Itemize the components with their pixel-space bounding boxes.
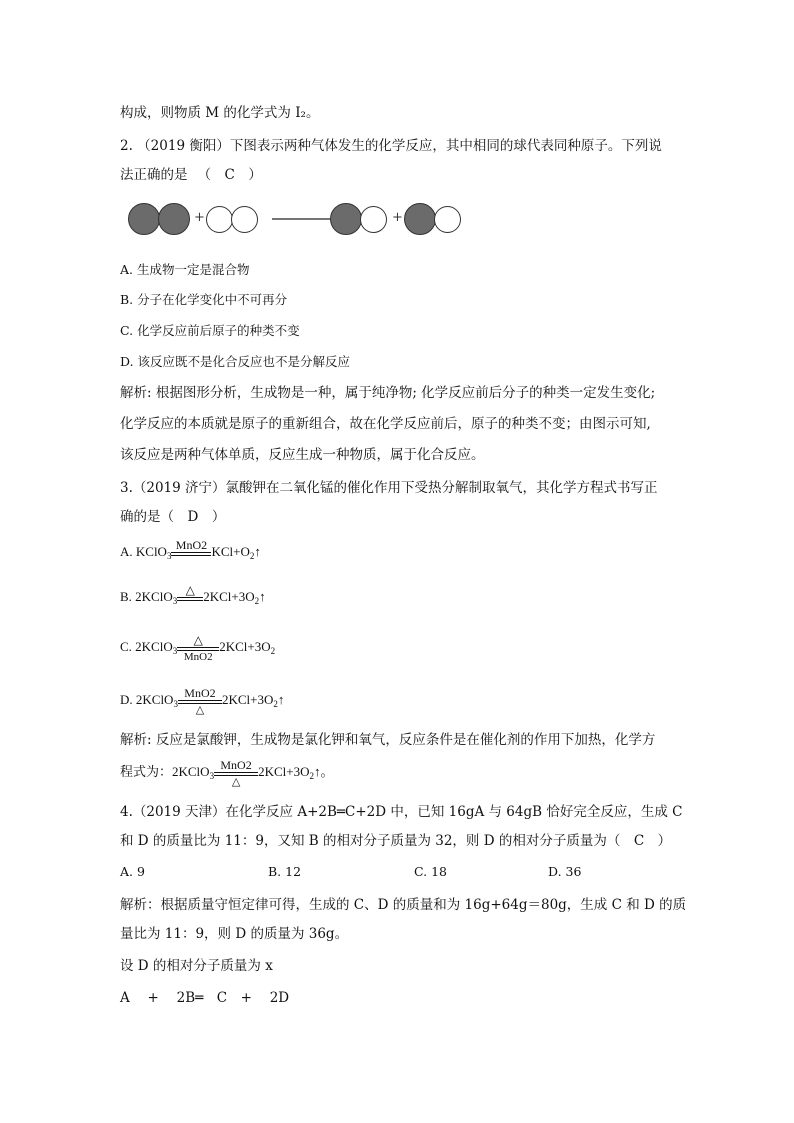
q4-option-d: D. 36 <box>548 864 582 879</box>
q2-analysis-line3: 该反应是两种气体单质，反应生成一种物质，属于化合反应。 <box>120 447 485 463</box>
q3-option-b-condition <box>177 584 203 601</box>
q3-option-a-label: A. KClO <box>120 544 167 559</box>
q3-stem-line2: 确的是（ D ） <box>120 509 226 525</box>
q3-analysis-bottom: △ <box>231 775 241 788</box>
q4-stem-line1: 4.（2019 天津）在化学反应 A+2B═C+2D 中，已知 16gA 与 64gB 恰好完全反应，生成 C <box>120 804 683 820</box>
q3-option-d <box>120 680 284 724</box>
light-atom-2 <box>231 206 258 233</box>
q3-option-c-rhs-sub: 2 <box>270 646 276 656</box>
q3-option-d-bottom: △ <box>195 703 205 716</box>
product-dark-atom-1 <box>330 203 362 235</box>
q3-option-d-label: D. 2KClO <box>120 692 174 707</box>
q2-stem-line2 <box>120 166 272 184</box>
q3-option-a-rhs: KCl+O <box>211 544 250 559</box>
q4-option-b: B. 12 <box>268 864 302 879</box>
q3-option-a-top: MnO2 <box>175 537 208 552</box>
q3-option-c-condition <box>177 634 219 663</box>
q4-option-a: A. 9 <box>120 864 145 879</box>
q3-analysis-top: MnO2 <box>220 757 252 772</box>
q3-option-c <box>120 627 275 671</box>
q3-option-c-bottom: MnO2 <box>183 650 213 663</box>
q3-analysis-rhs-sub: 2 <box>309 771 314 781</box>
product-light-atom-1 <box>360 206 387 233</box>
q2-option-c: C. 化学反应前后原子的种类不变 <box>120 323 300 338</box>
q3-analysis-suffix: ↑。 <box>313 764 334 779</box>
light-atom-1 <box>206 206 233 233</box>
q3-option-a-arrow: ↑ <box>254 544 261 559</box>
q3-option-d-arrow: ↑ <box>277 692 285 707</box>
dark-atom-1 <box>128 203 160 235</box>
q2-option-d: D. 该反应既不是化合反应也不是分解反应 <box>120 354 351 369</box>
q3-option-b <box>120 582 266 610</box>
q4-equation-line: A + 2B═ C + 2D <box>120 990 290 1006</box>
q3-option-b-arrow: ↑ <box>259 589 266 604</box>
q3-option-c-top: △ <box>193 632 203 647</box>
q4-option-c: C. 18 <box>414 864 447 879</box>
q2-stem-text: 法正确的是 <box>120 167 188 183</box>
q3-option-a-condition <box>171 539 211 556</box>
q3-option-b-sub: 3 <box>172 596 178 606</box>
q2-stem-line1: 2. （2019 衡阳）下图表示两种气体发生的化学反应，其中相同的球代表同种原子。下列说 <box>120 138 662 154</box>
q3-option-a <box>120 537 261 565</box>
q3-analysis-rhs: 2KCl+3O <box>258 764 310 779</box>
q3-analysis-condition <box>214 759 258 788</box>
q3-analysis-line2 <box>120 752 333 796</box>
dark-atom-2 <box>158 203 190 235</box>
q2-analysis-line1: 解析: 根据图形分析，生成物是一种，属于纯净物; 化学反应前后分子的种类一定发生变化; <box>120 385 656 401</box>
q1-tail-text: 构成，则物质 M 的化学式为 I₂。 <box>120 105 320 121</box>
q3-stem-line1: 3.（2019 济宁）氯酸钾在二氧化锰的催化作用下受热分解制取氧气，其化学方程式书写正 <box>120 480 658 496</box>
plus-sign-1: + <box>194 210 205 225</box>
q3-option-a-sub: 3 <box>166 551 172 561</box>
q4-analysis-line2: 量比为 11：9，则 D 的质量为 36g。 <box>120 926 349 942</box>
q3-option-d-sub: 3 <box>173 699 178 709</box>
q3-option-b-top: △ <box>185 582 195 597</box>
q3-option-b-rhs: 2KCl+3O <box>203 589 255 604</box>
q3-option-d-top: MnO2 <box>184 685 216 700</box>
q3-option-c-label: C. 2KClO <box>120 639 173 654</box>
q2-option-b: B. 分子在化学变化中不可再分 <box>120 292 288 307</box>
q3-option-d-rhs: 2KCl+3O <box>221 692 274 707</box>
q4-analysis-line3: 设 D 的相对分子质量为 x <box>120 958 273 974</box>
q2-analysis-line2: 化学反应的本质就是原子的重新组合，故在化学反应前后，原子的种类不变；由图示可知, <box>120 416 651 432</box>
q3-analysis-sub: 3 <box>209 771 215 781</box>
q3-option-c-rhs: 2KCl+3O <box>219 639 271 654</box>
q3-option-a-rhs-sub: 2 <box>249 551 255 561</box>
q4-options-row <box>0 863 794 883</box>
q2-reaction-diagram <box>120 198 480 240</box>
plus-sign-2: + <box>392 210 403 225</box>
q4-stem-line2: 和 D 的质量比为 11：9，又知 B 的相对分子质量为 32，则 D 的相对分子质量为（ C ） <box>120 833 672 849</box>
q2-answer: （ C ） <box>197 167 262 183</box>
q3-analysis-prefix: 程式为：2KClO <box>120 764 210 779</box>
product-dark-atom-2 <box>404 203 436 235</box>
q2-option-a: A. 生成物一定是混合物 <box>120 262 250 277</box>
q3-option-b-rhs-sub: 2 <box>254 596 260 606</box>
q3-option-d-condition <box>178 687 222 716</box>
q3-analysis-line1: 解析: 反应是氯酸钾，生成物是氯化钾和氧气，反应条件是在催化剂的作用下加热，化学方 <box>120 732 656 748</box>
q3-option-b-label: B. 2KClO <box>120 589 173 604</box>
q4-analysis-line1: 解析：根据质量守恒定律可得，生成的 C、D 的质量和为 16g+64g＝80g，生成 C 和 D 的质 <box>120 897 687 913</box>
q3-option-d-rhs-sub: 2 <box>273 699 278 709</box>
q3-option-c-sub: 3 <box>172 646 178 656</box>
product-light-atom-2 <box>434 206 461 233</box>
